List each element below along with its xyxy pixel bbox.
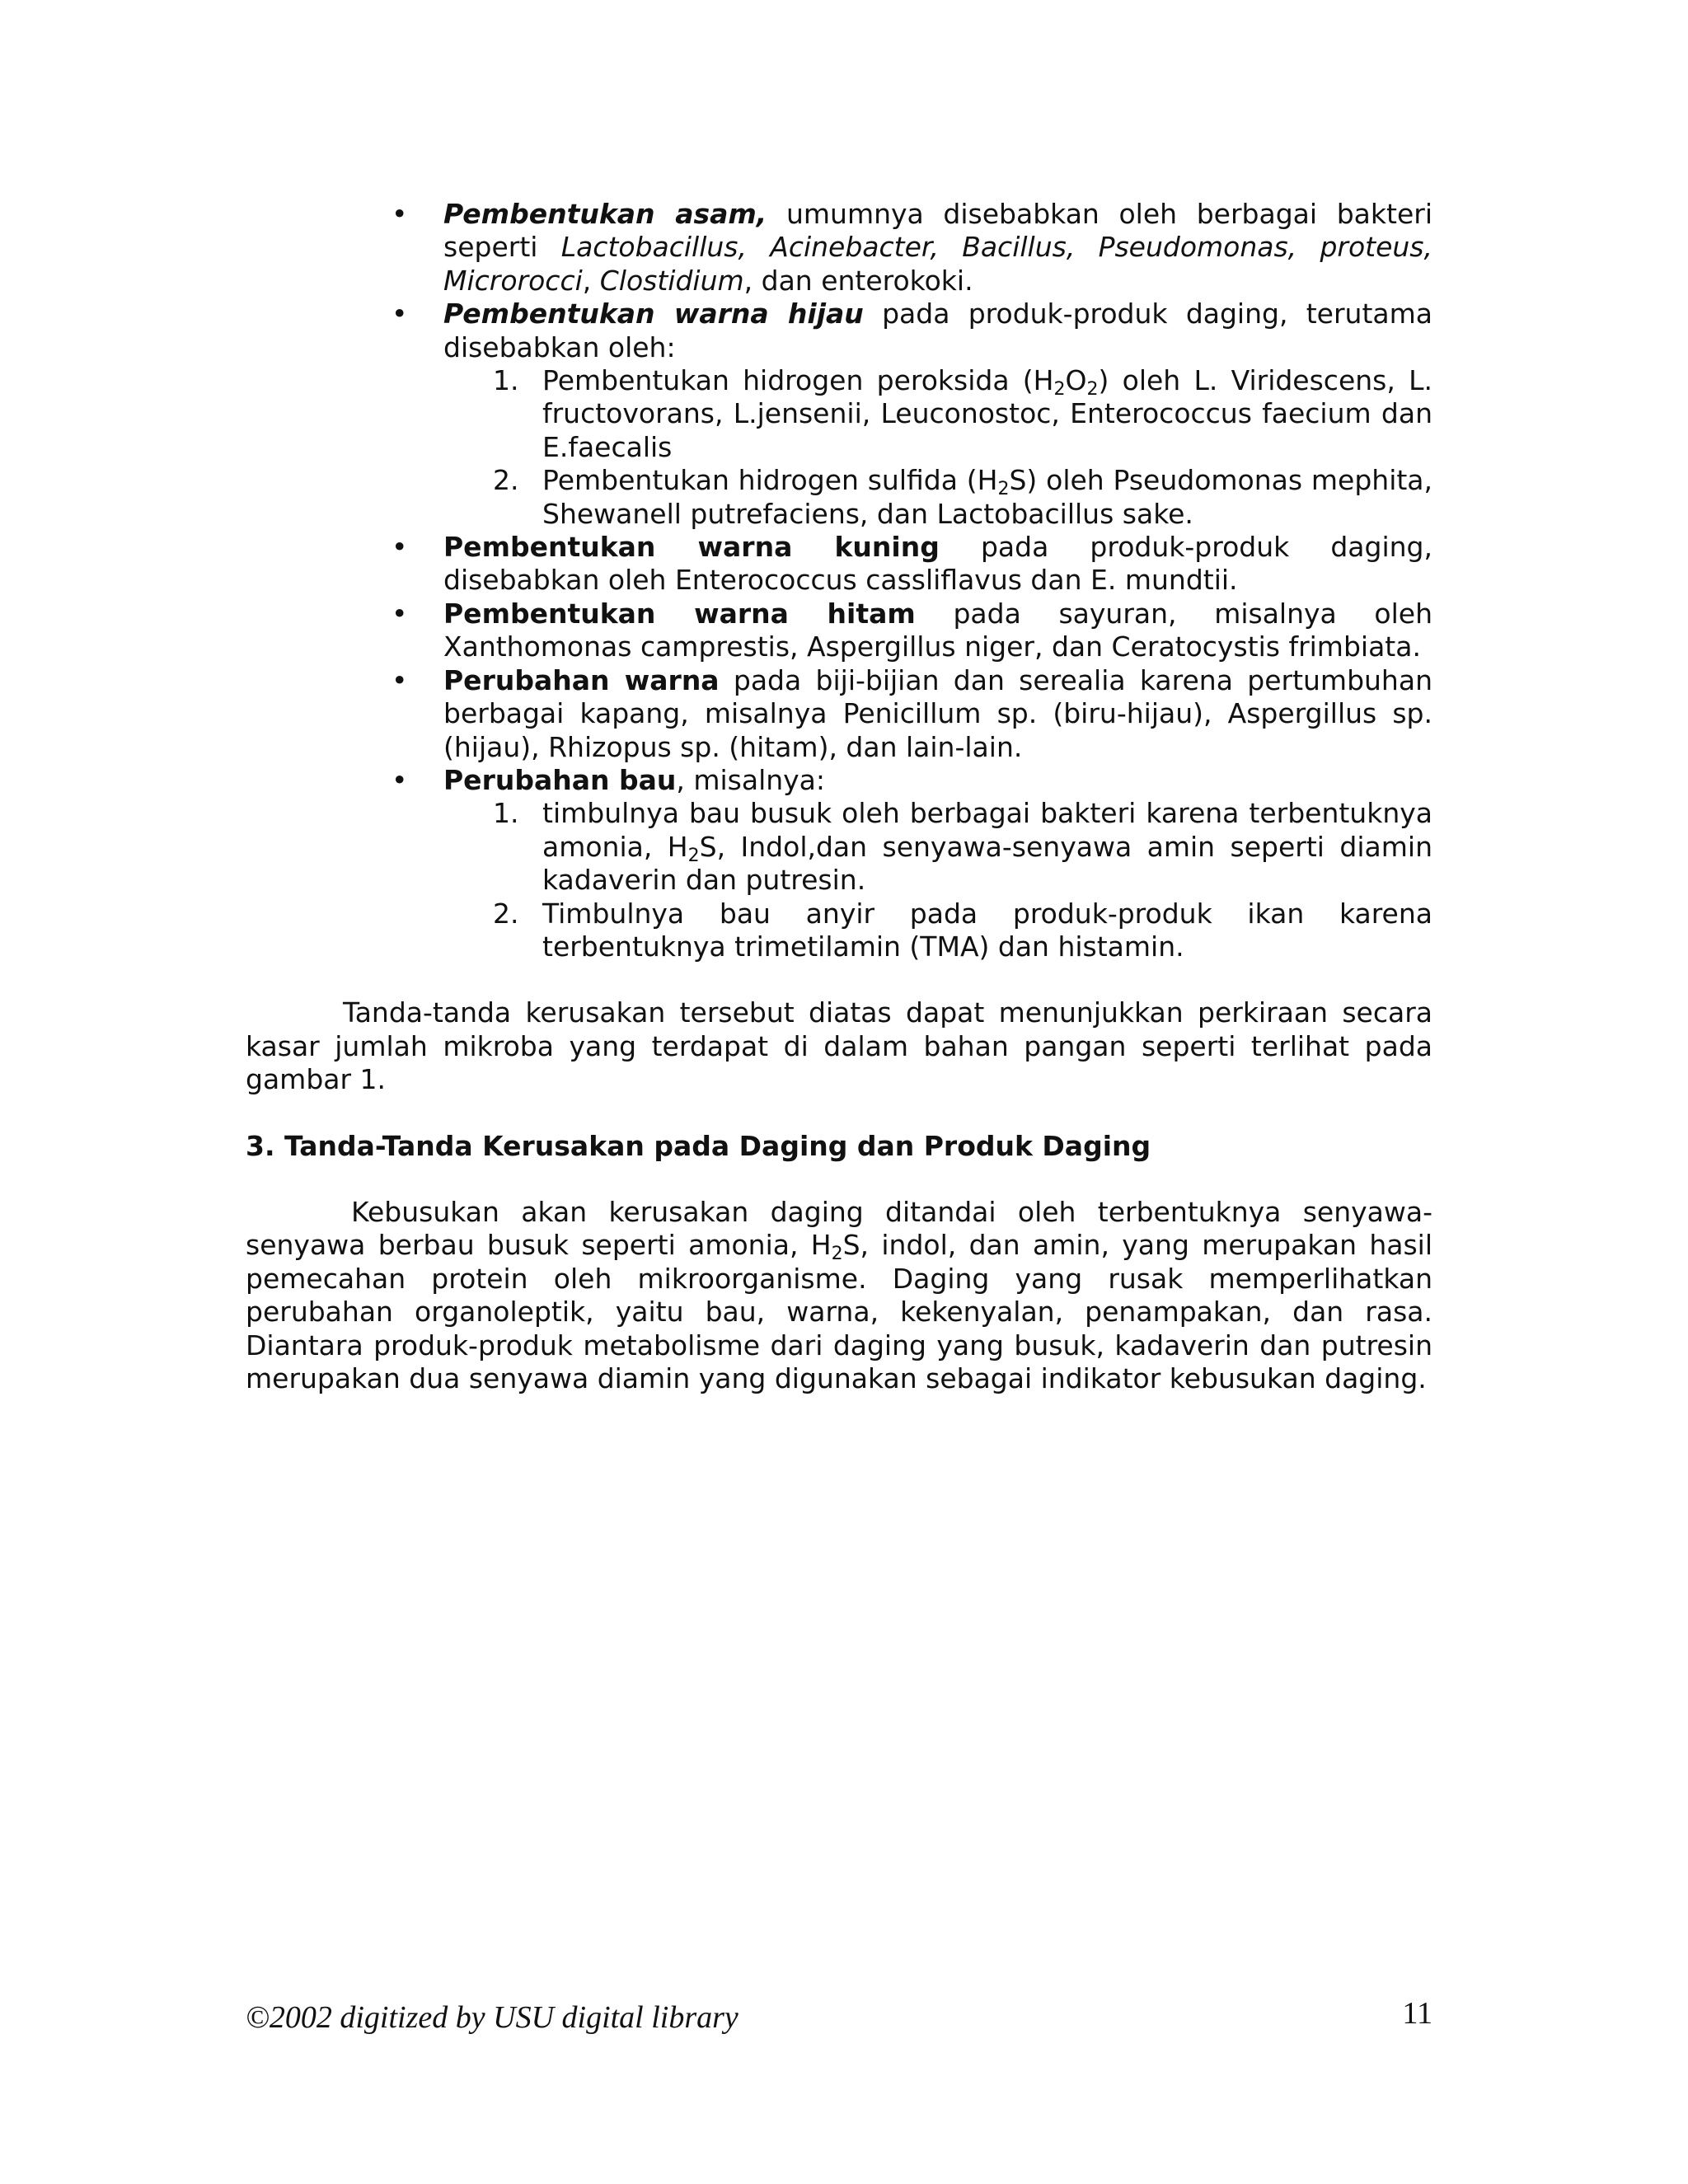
- sub-item-text: S) oleh Pseudomonas mephita, Shewanell putrefaciens, dan Lactobacillus sake.: [542, 464, 1433, 530]
- bullet-dot: •: [392, 198, 408, 230]
- sub-item-number: 1.: [493, 797, 519, 830]
- sub-item-text: timbulnya bau busuk oleh berbagai bakteri karena terbentuknya amonia, H: [542, 797, 1432, 863]
- bullet-item: [246, 531, 1432, 598]
- sub-item: [246, 364, 1432, 464]
- subscript: 2: [1053, 379, 1066, 401]
- bullet-dot: •: [392, 298, 408, 330]
- bullet-item: [246, 598, 1432, 664]
- bullet-term: Pembentukan warna hitam: [443, 597, 916, 630]
- bullet-text: pada produk-produk daging, terutama disebabkan oleh:: [443, 298, 1432, 363]
- bullet-dot: •: [392, 531, 408, 564]
- subscript: 2: [831, 1244, 843, 1265]
- sub-item: [246, 898, 1432, 964]
- bullet-text: ,: [582, 264, 600, 297]
- sub-item-text: Timbulnya bau anyir pada produk-produk ikan karena terbentuknya trimetilamin (TMA) dan histamin.: [542, 897, 1432, 963]
- bullet-term: Pembentukan warna hijau: [443, 298, 864, 330]
- paragraph-text: S, indol, dan amin, yang merupakan hasil pemecahan protein oleh mikroorganisme. Daging yang rusak memperlihatkan perubahan organoleptik, yaitu bau, warna, kekenyalan, penampakan, dan rasa. Diantara produk-produk metabolisme dari daging yang busuk, kadaverin dan putresin merupakan dua senyawa diamin yang digunakan sebagai indikator kebusukan daging.: [246, 1229, 1432, 1394]
- sub-item: [246, 464, 1432, 531]
- subscript: 2: [997, 479, 1010, 500]
- subscript: 2: [687, 845, 700, 866]
- bullet-dot: •: [392, 597, 408, 630]
- sub-item-text: S, Indol,dan senyawa-senyawa amin seperti diamin kadaverin dan putresin.: [542, 830, 1432, 897]
- bullet-item: [246, 764, 1432, 797]
- bullet-term: Perubahan warna: [443, 663, 720, 696]
- sub-item-number: 2.: [493, 897, 519, 930]
- bullet-term: Pembentukan asam,: [443, 198, 767, 230]
- bullet-item: [246, 664, 1432, 764]
- bullet-text: , misalnya:: [676, 763, 826, 796]
- sub-item-text: O: [1065, 364, 1087, 397]
- sub-item-number: 2.: [493, 464, 519, 497]
- bullet-term: Pembentukan warna kuning: [443, 531, 940, 564]
- sub-item-number: 1.: [493, 364, 519, 397]
- page-content: [246, 198, 1432, 1422]
- page-footer: [246, 1996, 1432, 2036]
- paragraph-text: Kebusukan akan kerusakan daging ditandai oleh terbentuknya senyawa-senyawa berbau busuk seperti amonia, H: [246, 1195, 1432, 1262]
- sub-item-text: Pembentukan hidrogen sulfida (H: [542, 464, 998, 497]
- bullet-dot: •: [392, 663, 408, 696]
- bullet-item: [246, 198, 1432, 298]
- subscript: 2: [1086, 379, 1099, 401]
- bullet-text: pada sayuran, misalnya oleh Xanthomonas camprestis, Aspergillus niger, dan Ceratocystis frimbiata.: [443, 597, 1432, 663]
- bullet-term: Perubahan bau: [443, 763, 677, 796]
- bullet-dot: •: [392, 763, 408, 796]
- sub-item-text: ) oleh L. Viridescens, L. fructovorans, L.jensenii, Leuconostoc, Enterococcus faecium dan E.faecalis: [542, 364, 1432, 463]
- sub-item: [246, 797, 1432, 897]
- bullet-text: pada biji-bijian dan serealia karena pertumbuhan berbagai kapang, misalnya Penicillum sp. (biru-hijau), Aspergillus sp. (hijau), Rhizopus sp. (hitam), dan lain-lain.: [443, 663, 1432, 763]
- page-number: 11: [1402, 1996, 1432, 2031]
- sub-item-text: Pembentukan hidrogen peroksida (H: [542, 364, 1054, 397]
- bullet-item: [246, 298, 1432, 364]
- section-heading: 3. Tanda-Tanda Kerusakan pada Daging dan Produk Daging: [246, 1129, 1151, 1162]
- bullet-italic-text: Lactobacillus, Acinebacter, Bacillus, Pseudomonas, proteus, Microrocci: [443, 231, 1432, 297]
- bullet-text: pada produk-produk daging, disebabkan oleh Enterococcus cassliflavus dan E. mundtii.: [443, 531, 1432, 597]
- paragraph: Tanda-tanda kerusakan tersebut diatas dapat menunjukkan perkiraan secara kasar jumlah mikroba yang terdapat di dalam bahan pangan seperti terlihat pada gambar 1.: [246, 996, 1432, 1096]
- paragraph: [246, 1196, 1432, 1395]
- bullet-text: , dan enterokoki.: [743, 264, 973, 297]
- bullet-text: umumnya disebabkan oleh berbagai bakteri seperti: [443, 198, 1432, 264]
- footer-copyright: ©2002 digitized by USU digital library: [246, 2000, 738, 2035]
- bullet-italic-text: Clostidium: [599, 264, 744, 297]
